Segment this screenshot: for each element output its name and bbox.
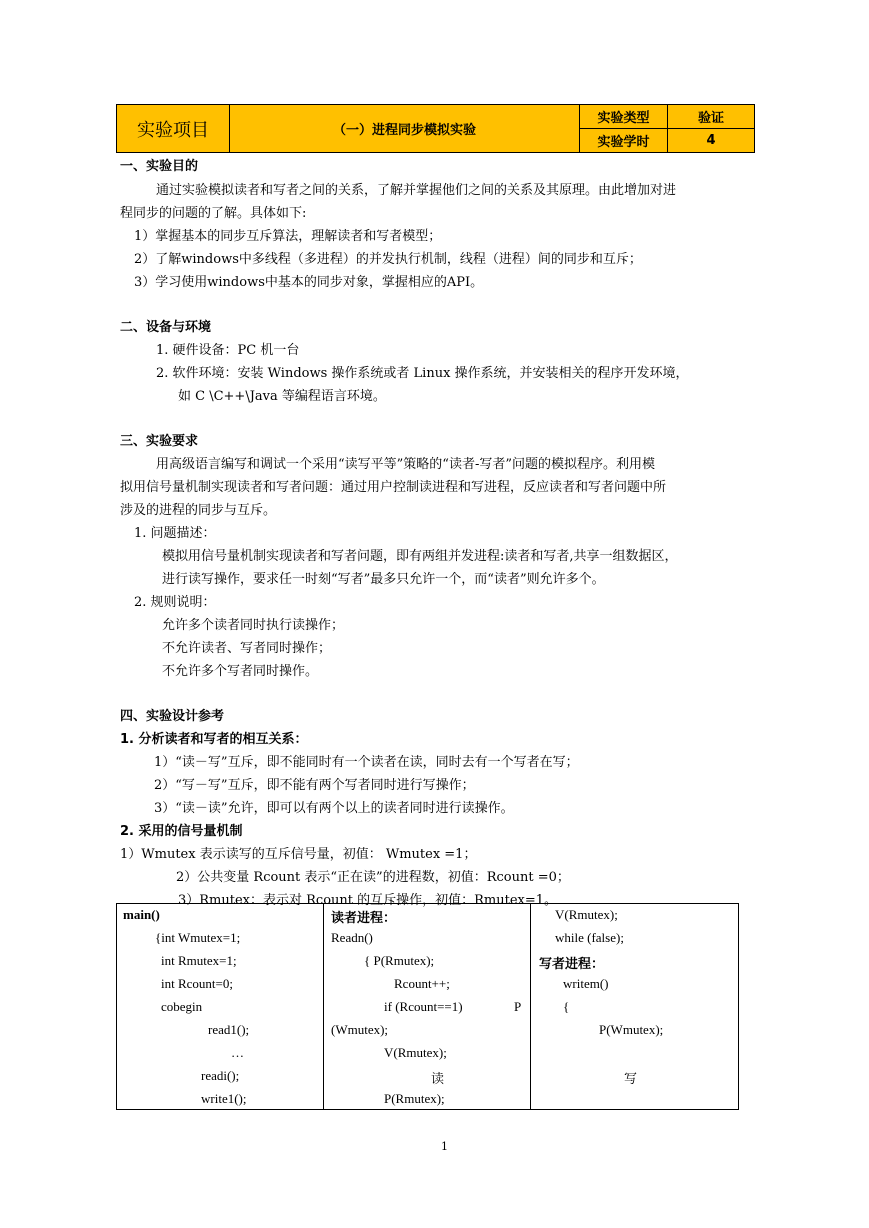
section2-item-2-line1: 2. 软件环境：安装 Windows 操作系统或者 Linux 操作系统，并安装相关的程序开发环境， [156,366,689,381]
code-line: writem() [563,976,609,991]
code-line: write1(); [201,1091,247,1106]
code-line: main() [123,907,160,922]
type-value-cell: 验证 [668,105,755,129]
section4-semaphore-2: 2）公共变量 Rcount 表示“正在读”的进程数，初值：Rcount =0； [176,870,570,885]
code-line: cobegin [161,999,203,1014]
code-line: readi(); [201,1068,240,1083]
section1-item-2: 2）了解windows中多线程（多进程）的并发执行机制，线程（进程）间的同步和互斥； [134,252,642,267]
section4-relation-2: 2）“写－写”互斥，即不能有两个写者同时进行写操作； [154,778,475,793]
code-line: { P(Rmutex); [364,953,435,968]
section3-para-line1: 用高级语言编写和调试一个采用“读写平等”策略的“读者-写者”问题的模拟程序。利用模 [156,457,655,472]
section4-relation-3: 3）“读－读”允许，即可以有两个以上的读者同时进行读操作。 [154,801,514,816]
code-line: P [514,999,522,1014]
code-line: while (false); [555,930,624,945]
section1-para-line2: 程同步的问题的了解。具体如下: [120,206,307,221]
section3-question-1-line2: 进行读写操作，要求任一时刻“写者”最多只允许一个，而“读者”则允许多个。 [162,572,605,587]
code-line: read1(); [208,1022,250,1037]
section4-semaphore-1: 1）Wmutex 表示读写的互斥信号量，初值： Wmutex =1； [120,847,477,862]
type-label-cell: 实验类型 [580,105,668,129]
section1-title: 一、实验目的 [120,159,199,174]
section3-rule-2: 不允许读者、写者同时操作； [162,641,332,656]
code-line: {int Wmutex=1; [155,930,241,945]
section2-item-1: 1. 硬件设备：PC 机一台 [156,343,300,358]
section2-item-2-line2: 如 C \C++\Java 等编程语言环境。 [178,389,386,404]
section3-para-line2: 拟用信号量机制实现读者和写者问题：通过用户控制读进程和写进程，反应读者和写者问题中所 [120,480,667,495]
code-line: P(Rmutex); [384,1091,445,1106]
code-line: V(Rmutex); [384,1045,447,1060]
section3-rule-1: 允许多个读者同时执行读操作； [162,618,345,633]
experiment-header-table [116,104,755,153]
section4-subtitle-2: 2. 采用的信号量机制 [120,824,243,839]
section2-title: 二、设备与环境 [120,320,212,335]
section3-para-line3: 涉及的进程的同步与互斥。 [120,503,277,518]
project-label-cell: 实验项目 [117,105,230,153]
code-line: Readn() [331,930,373,945]
section1-item-3: 3）学习使用windows中基本的同步对象，掌握相应的API。 [134,275,484,290]
code-line: 写者进程： [539,956,605,971]
code-cell-reader [324,904,531,1110]
code-line: (Wmutex); [331,1022,389,1037]
code-table [116,903,739,1110]
code-line: 写 [624,1071,638,1086]
code-line: V(Rmutex); [555,907,618,922]
code-cell-main [117,904,324,1110]
code-line: int Rmutex=1; [161,953,237,968]
code-line: 读者进程： [331,910,397,925]
code-line: { [563,999,570,1014]
section4-title: 四、实验设计参考 [120,709,225,724]
section3-title: 三、实验要求 [120,434,199,449]
code-line: P(Wmutex); [599,1022,664,1037]
hours-value-cell: 4 [668,129,755,153]
code-line: int Rcount=0; [161,976,233,991]
section3-question-1-label: 1. 问题描述： [134,526,216,541]
section3-question-1-line1: 模拟用信号量机制实现读者和写者问题，即有两组并发进程:读者和写者,共享一组数据区， [162,549,678,564]
section3-rule-3: 不允许多个写者同时操作。 [162,664,319,679]
section1-para-line1: 通过实验模拟读者和写者之间的关系，了解并掌握他们之间的关系及其原理。由此增加对进 [156,183,677,198]
code-line: if (Rcount==1) [384,999,463,1014]
section4-subtitle-1: 1. 分析读者和写者的相互关系： [120,732,308,747]
hours-label-cell: 实验学时 [580,129,668,153]
section1-item-1: 1）掌握基本的同步互斥算法，理解读者和写者模型； [134,229,442,244]
code-line: Rcount++; [394,976,450,991]
code-cell-writer [531,904,739,1110]
code-line: 读 [431,1071,445,1086]
section4-semaphore-3: 3）Rmutex：表示对 Rcount 的互斥操作，初值：Rmutex=1。 [178,893,558,908]
code-line: … [231,1045,244,1060]
section3-question-2-label: 2. 规则说明： [134,595,216,610]
section4-relation-1: 1）“读－写”互斥，即不能同时有一个读者在读，同时去有一个写者在写； [154,755,579,770]
page-number: 1 [441,1140,448,1153]
project-name-cell: （一）进程同步模拟实验 [230,105,580,153]
